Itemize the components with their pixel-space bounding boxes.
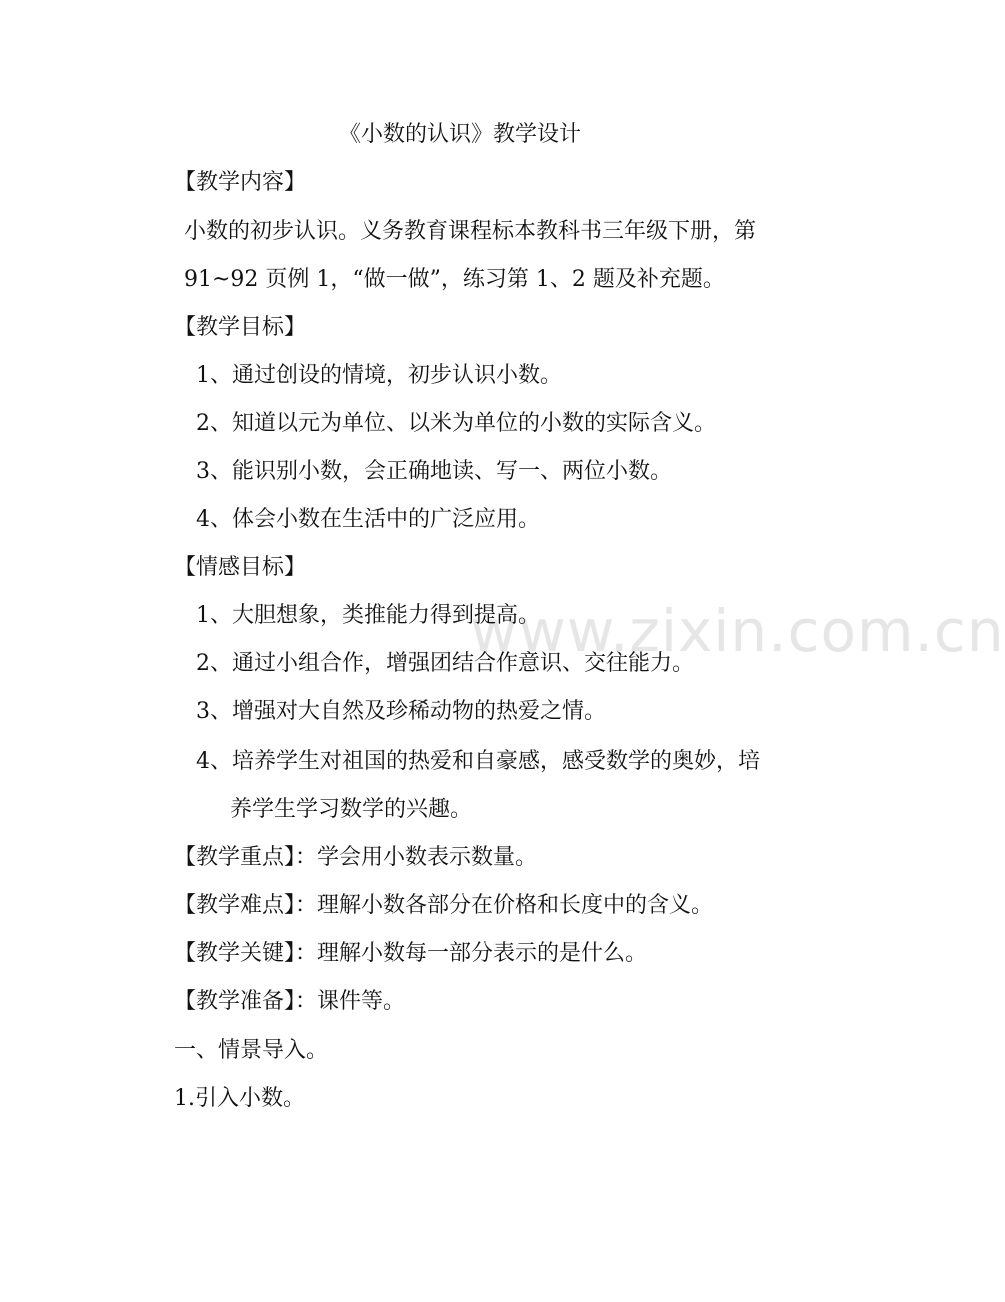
- preparation: 【教学准备】：课件等。: [174, 989, 406, 1014]
- document-title: 《小数的认识》教学设计: [338, 122, 581, 147]
- goal-item: 2、知道以元为单位、以米为单位的小数的实际含义。: [196, 411, 716, 436]
- teaching-content-line-1: 小数的初步认识。义务教育课程标本教科书三年级下册，第: [184, 219, 757, 244]
- watermark: www.zixin.com.cn: [470, 597, 1005, 665]
- difficult-point: 【教学难点】：理解小数各部分在价格和长度中的含义。: [174, 893, 714, 918]
- goal-item: 3、能识别小数，会正确地读、写一、两位小数。: [196, 459, 672, 484]
- key-point: 【教学重点】：学会用小数表示数量。: [174, 845, 538, 870]
- key-link: 【教学关键】：理解小数每一部分表示的是什么。: [174, 941, 648, 966]
- heading-teaching-goals: 【教学目标】: [174, 315, 307, 340]
- heading-teaching-content: 【教学内容】: [174, 170, 307, 195]
- emotion-item: 2、通过小组合作，增强团结合作意识、交往能力。: [196, 651, 694, 676]
- emotion-item: 4、培养学生对祖国的热爱和自豪感，感受数学的奥妙，培: [196, 749, 760, 774]
- part-one-heading: 一、情景导入。: [174, 1038, 329, 1063]
- emotion-item: 3、增强对大自然及珍稀动物的热爱之情。: [196, 699, 606, 724]
- emotion-item: 1、大胆想象，类推能力得到提高。: [196, 603, 540, 628]
- emotion-item-continuation: 养学生学习数学的兴趣。: [230, 797, 473, 822]
- step-one: 1.引入小数。: [174, 1086, 305, 1111]
- heading-emotion-goals: 【情感目标】: [174, 555, 307, 580]
- goal-item: 4、体会小数在生活中的广泛应用。: [196, 507, 540, 532]
- teaching-content-line-2: 91~92 页例 1，“做一做”，练习第 1、2 题及补充题。: [184, 267, 725, 292]
- goal-item: 1、通过创设的情境，初步认识小数。: [196, 363, 562, 388]
